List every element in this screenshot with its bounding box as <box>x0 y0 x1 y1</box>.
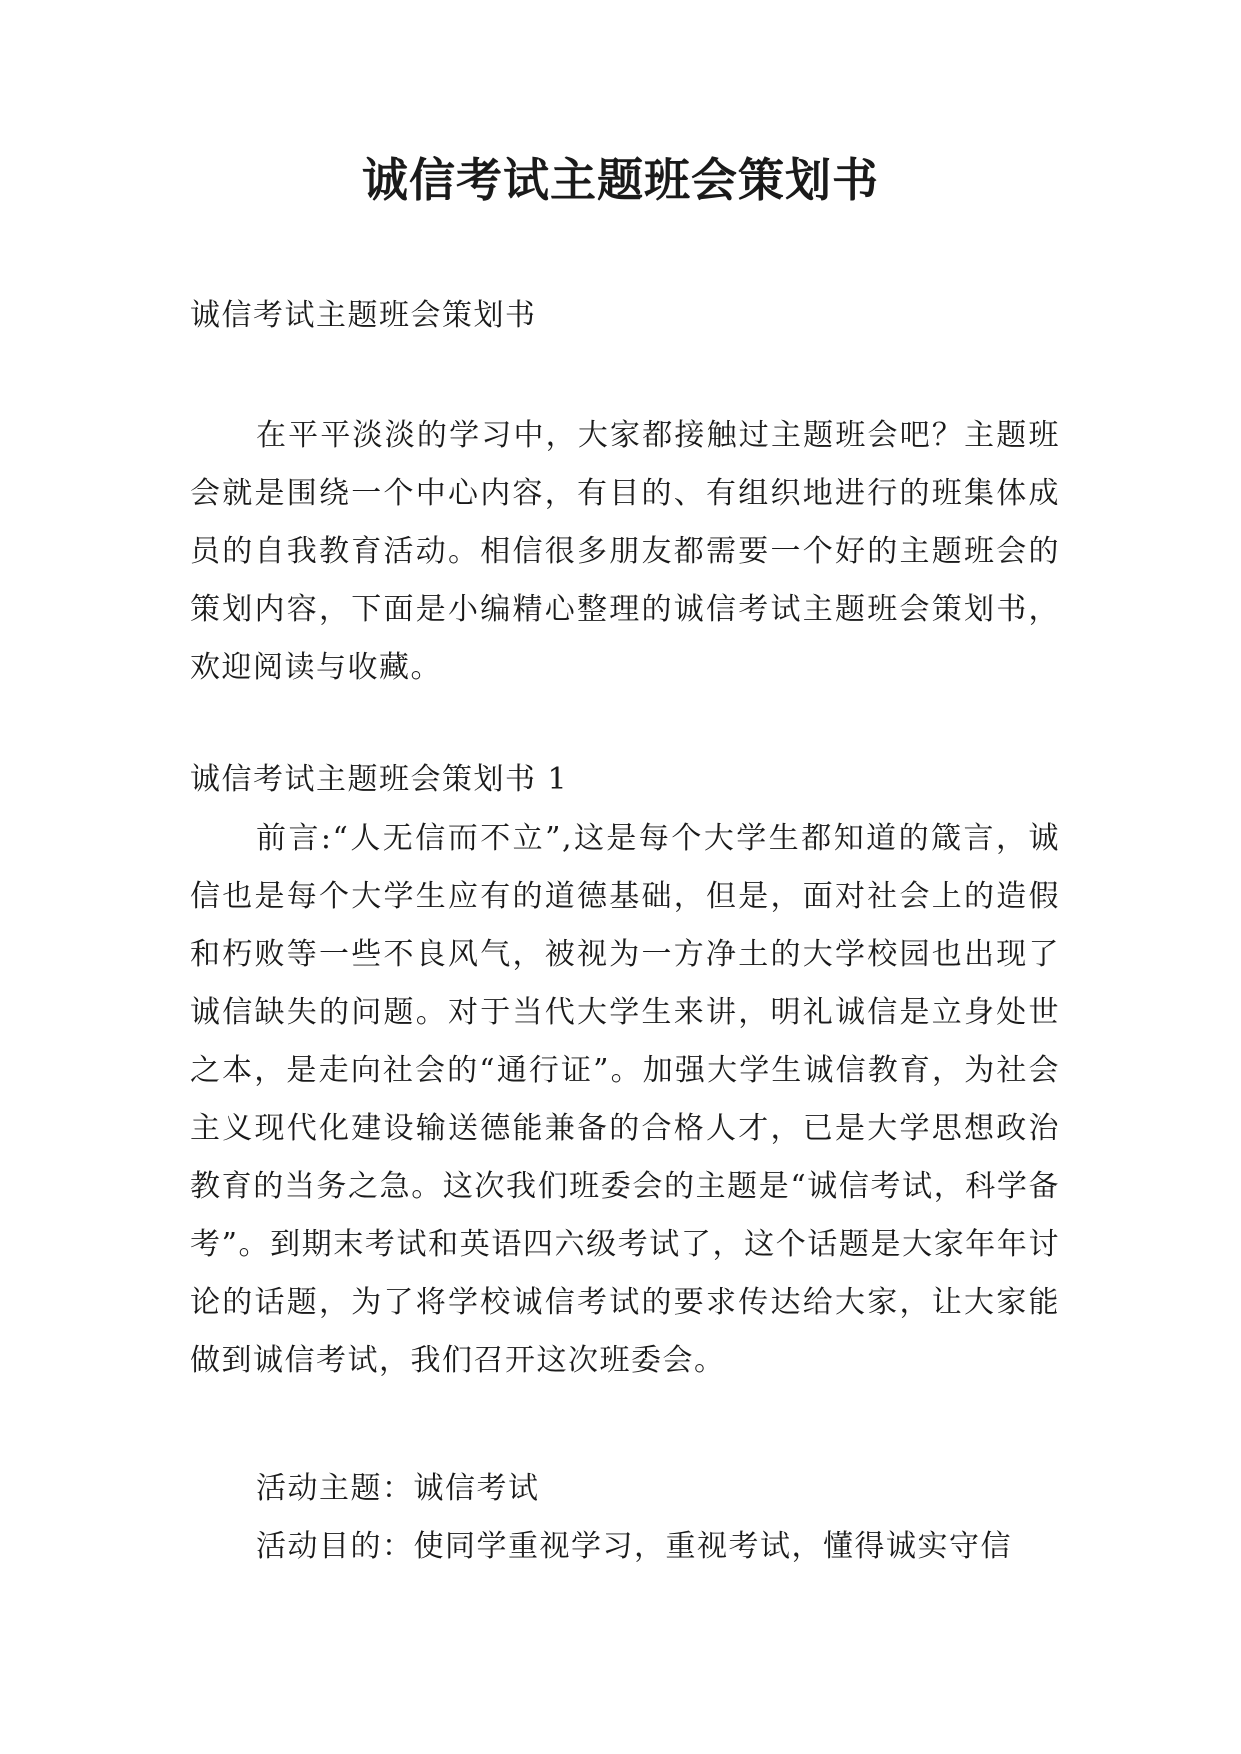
activity-theme: 活动主题：诚信考试 <box>256 1471 540 1506</box>
preface-paragraph: 前言:“人无信而不立”,这是每个大学生都知道的箴言，诚信也是每个大学生应有的道德基础，但是，面对社会上的造假和朽败等一些不良风气，被视为一方净土的大学校园也出现了诚信缺失的问题。对于当代大学生来讲，明礼诚信是立身处世之本，是走向社会的“通行证”。加强大学生诚信教育，为社会主义现代化建设输送德能兼备的合格人才，已是大学思想政治教育的当务之急。这次我们班委会的主题是“诚信考试，科学备考”。到期末考试和英语四六级考试了，这个话题是大家年年讨论的话题，为了将学校诚信考试的要求传达给大家，让大家能做到诚信考试，我们召开这次班委会。 <box>190 821 1060 1378</box>
section-heading: 诚信考试主题班会策划书 1 <box>190 762 569 797</box>
intro-paragraph: 在平平淡淡的学习中，大家都接触过主题班会吧？主题班会就是围绕一个中心内容，有目的、有组织地进行的班集体成员的自我教育活动。相信很多朋友都需要一个好的主题班会的策划内容，下面是小编精心整理的诚信考试主题班会策划书，欢迎阅读与收藏。 <box>190 418 1060 685</box>
document-title: 诚信考试主题班会策划书 <box>362 153 879 207</box>
document-subtitle: 诚信考试主题班会策划书 <box>190 298 537 333</box>
activity-purpose: 活动目的：使同学重视学习，重视考试，懂得诚实守信 <box>256 1529 1012 1564</box>
